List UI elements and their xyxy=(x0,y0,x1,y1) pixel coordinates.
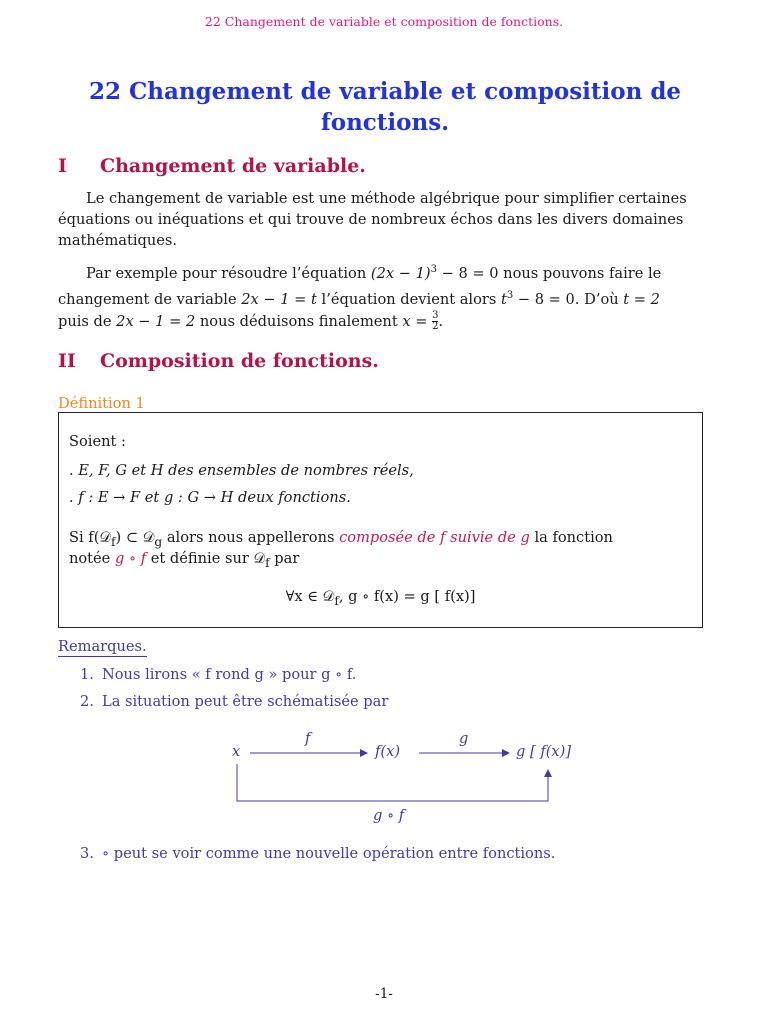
equation: − 8 = 0 xyxy=(436,264,499,282)
remark-text: La situation peut être schématisée par xyxy=(102,693,389,710)
diagram-fx: f(x) xyxy=(375,743,401,760)
definition-item-1: . E, F, G et H des ensembles de nombres réels, xyxy=(69,462,414,479)
equation: 2x − 1 = t xyxy=(241,290,317,308)
remarks-label: Remarques. xyxy=(58,638,147,655)
composition-diagram xyxy=(225,728,595,828)
diagram-x: x xyxy=(232,743,241,760)
para2-line1 xyxy=(58,259,710,285)
text: . D’où xyxy=(574,290,624,308)
text: nous pouvons faire le xyxy=(498,264,662,282)
subscript: f xyxy=(265,555,270,570)
remark-3 xyxy=(80,845,555,862)
para1-line3: mathématiques. xyxy=(58,232,178,249)
subscript: f xyxy=(111,534,116,549)
fraction-numerator: 3 xyxy=(432,310,439,322)
text: Si f(𝒟 xyxy=(69,529,112,546)
equation: x = xyxy=(402,312,433,330)
definition-item-2: . f : E → F et g : G → H deux fonctions. xyxy=(69,489,351,506)
running-header: 22 Changement de variable et composition de fonctions. xyxy=(204,14,564,29)
text: , g ∘ f(x) = g [ f(x)] xyxy=(338,588,476,605)
diagram-g-label: g xyxy=(459,730,469,747)
diagram-f-label: f xyxy=(305,730,311,747)
section-1-paragraph-1 xyxy=(58,188,710,251)
remark-text: Nous lirons « f rond g » pour g ∘ f. xyxy=(102,666,357,683)
title-line-1: 22 Changement de variable et composition de xyxy=(88,78,682,105)
section-1-paragraph-2 xyxy=(58,259,710,333)
section-2-title: Composition de fonctions. xyxy=(100,350,379,372)
text: et définie sur 𝒟 xyxy=(146,550,266,567)
exponent: 3 xyxy=(506,289,514,301)
remark-number: 1. xyxy=(80,666,94,683)
remark-text: ∘ peut se voir comme une nouvelle opération entre fonctions. xyxy=(102,845,556,862)
arrow-gof xyxy=(237,764,548,801)
definition-soient: Soient : xyxy=(69,433,126,450)
text: ∀x ∈ 𝒟 xyxy=(285,588,335,605)
definition-label: Définition 1 xyxy=(58,395,145,412)
section-1-heading xyxy=(58,155,366,177)
section-1-number: I xyxy=(58,155,67,177)
text: ) ⊂ 𝒟 xyxy=(115,529,155,546)
para1-line2: équations ou inéquations et qui trouve de nombreux échos dans les divers domaines xyxy=(58,211,684,228)
text: nous déduisons finalement xyxy=(195,312,403,330)
equation: − 8 = 0 xyxy=(513,290,575,308)
para2-line3 xyxy=(58,311,710,333)
section-2-heading xyxy=(58,350,379,372)
remark-number: 3. xyxy=(80,845,94,862)
diagram-gof-label: g ∘ f xyxy=(373,807,405,824)
text: par xyxy=(269,550,300,567)
text: alors nous appellerons xyxy=(162,529,340,546)
subscript: f xyxy=(334,593,339,608)
fraction-denominator: 2 xyxy=(432,321,439,333)
definition-formula xyxy=(59,586,702,612)
definition-notee-line xyxy=(69,548,299,574)
section-1-title: Changement de variable. xyxy=(100,155,366,177)
highlighted-term: composée de f suivie de g xyxy=(339,529,530,546)
text: . xyxy=(438,312,444,330)
para2-line2 xyxy=(58,285,710,311)
diagram-gfx: g [ f(x)] xyxy=(516,743,572,760)
text: l’équation devient alors xyxy=(316,290,501,308)
exponent: 3 xyxy=(430,264,437,275)
equation: (2x − 1) xyxy=(370,264,431,282)
title-line-2: fonctions. xyxy=(320,109,450,136)
text: changement de variable xyxy=(58,290,242,308)
subscript: g xyxy=(154,534,163,549)
remark-1 xyxy=(80,666,356,683)
remark-number: 2. xyxy=(80,693,94,710)
remark-2 xyxy=(80,693,388,710)
definition-box xyxy=(58,412,703,628)
equation: 2x − 1 = 2 xyxy=(116,312,196,330)
section-2-number: II xyxy=(58,350,76,372)
highlighted-term: g ∘ f xyxy=(114,550,147,567)
text: Par exemple pour résoudre l’équation xyxy=(86,264,371,282)
text: puis de xyxy=(58,312,117,330)
page-title xyxy=(60,76,710,138)
text: la fonction xyxy=(529,529,613,546)
text: notée xyxy=(69,550,115,567)
equation: t xyxy=(501,290,507,308)
page-number: -1- xyxy=(375,986,393,1002)
equation: t = 2 xyxy=(623,290,660,308)
para1-line1: Le changement de variable est une méthode algébrique pour simplifier certaines xyxy=(86,190,687,207)
